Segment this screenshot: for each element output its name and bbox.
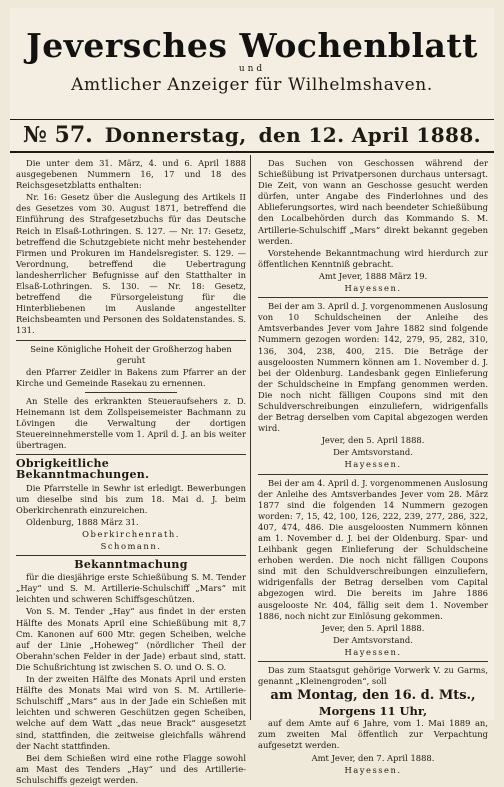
- column-divider: [250, 155, 251, 720]
- masthead-rule-bottom: [10, 151, 494, 153]
- announcement-paragraph: Bei dem Schießen wird eine rothe Flagge sowohl am Mast des Tenders „Hay“ und des Artillerie-Schulschiffs gezeigt werden.: [16, 752, 246, 785]
- bond-drawing-signature: Hayessen.: [344, 459, 402, 470]
- divider: [16, 454, 246, 455]
- office-date: Amt Jever, den 7. April 1888.: [311, 752, 435, 763]
- newspaper-title: Jeversches Wochenblatt: [26, 26, 478, 65]
- right-column: [258, 158, 488, 777]
- divider: [258, 297, 488, 298]
- vacancy-signature: Schomann.: [100, 541, 162, 551]
- masthead-conjunction: und: [238, 64, 266, 74]
- dateline: [10, 122, 494, 148]
- office-signature: Hayessen.: [344, 764, 402, 775]
- divider: [258, 661, 488, 662]
- announcement-subject: für die diesjährige erste Schießübung S. M. Tender „Hay“ und S. M. Artillerie-Schulschiff „Mars“ mit leichten und schweren Schiffsgeschützen.: [16, 572, 246, 605]
- bond-drawing-date: Jever, den 5. April 1888.: [321, 435, 425, 446]
- appointment-text: den Pfarrer Zeidler in Bakens zum Pfarrer an der Kirche und Gemeinde Rasekau zu ernennen.: [16, 366, 246, 388]
- lease-date: am Montag, den 16. d. Mts.,: [270, 688, 476, 704]
- publication-note: Vorstehende Bekanntmachung wird hierdurch zur öffentlichen Kenntniß gebracht.: [258, 247, 488, 269]
- bond-drawing-board: Der Amtsvorstand.: [333, 634, 413, 645]
- announcement-paragraph: Von S. M. Tender „Hay“ aus findet in der ersten Hälfte des Monats April eine Schießübung mit 8,7 Cm. Kanonen auf 600 Mtr. gegen Scheiben, welche auf der Linie „Hoheweg“ (nördlicher Theil der Oberahn'schen Felder in der Jade) erbaut sind, statt. Die Schußrichtung ist zwischen S. O. und O. S. O.: [16, 606, 246, 672]
- gazette-intro: Die unter dem 31. März, 4. und 6. April 1888 ausgegebenen Nummern 16, 17 und 18 des Reichsgesetzblatts enthalten:: [16, 158, 246, 191]
- bond-drawing-notice: Bei der am 4. April d. J. vorgenommenen Auslosung der Anleihe des Amtsverbandes Jever vom 28. März 1877 sind die folgenden 14 Nummern gezogen worden: 7, 15, 42, 100, 126, 222, 239, 277, 286, 322, 407, 474, 486. Die ausgeloosten Nummern können am 1. November d. J. bei der Oldenburg. Spar- und Leihbank gegen Einlieferung der Schuldscheine erhoben werden. Die noch nicht fälligen Coupons sind mit den Schuldverschreibungen einzuliefern, widrigenfalls der Betrag derselben vom Capital abgezogen wird. Die bereits im Jahre 1886 ausgelooste Nr. 404, fällig seit dem 1. November 1886, noch nicht zur Einlösung gekommen.: [258, 477, 488, 621]
- bond-drawing-board: Der Amtsvorstand.: [333, 447, 413, 458]
- official-notices-heading: Obrigkeitliche Bekanntmachungen.: [16, 457, 150, 482]
- announcement-paragraph: In der zweiten Hälfte des Monats April und ersten Hälfte des Monats Mai wird von S. M. Artillerie-Schulschiff „Mars“ aus in der Jade ein Schießen mit leichten und schweren Geschützen gegen Scheiben, welche auf dem Watt „das neue Brack“ ausgesetzt sind, stattfinden, die zeitweise gleichfalls während der Nacht stattfinden.: [16, 674, 246, 751]
- appointment-heading: Seine Königliche Hoheit der Großherzog haben geruht: [30, 343, 232, 365]
- office-date: Amt Jever, 1888 März 19.: [318, 270, 428, 281]
- vacancy-date: Oldenburg, 1888 März 31.: [26, 516, 139, 527]
- divider: [16, 555, 246, 556]
- masthead: [10, 26, 494, 96]
- issue-weekday: Donnerstag,: [104, 123, 247, 147]
- left-column: [16, 158, 246, 787]
- bond-drawing-notice: Bei der am 3. April d. J. vorgenommenen Auslosung von 10 Schuldscheinen der Anleihe des Amtsverbandes Jever vom Jahre 1882 sind folgende Nummern gezogen worden: 142, 279, 95, 282, 310, 136, 304, 238, 400, 215. Die Beträge der ausgeloosten Nummern können am 1. November d. J. bei der Oldenburg. Landesbank gegen Einlieferung der Schuldscheine in Empfang genommen werden. Die noch nicht fälligen Coupons sind mit den Schuldverschreibungen einzuliefern, widrigenfalls der Betrag derselben vom Capital abgezogen werden wird.: [258, 301, 488, 434]
- lease-time: Morgens 11 Uhr,: [318, 704, 428, 719]
- tax-notice: An Stelle des erkrankten Steueraufsehers z. D. Heinemann ist dem Zollspeisemeister Bachmann zu Lövingen die Verwaltung der dortigen Steuereinnehmerstelle vom 1. April d. J. an bis weiter übertragen.: [16, 395, 246, 451]
- divider: [16, 340, 246, 341]
- divider: [85, 392, 177, 393]
- lease-details: auf dem Amte auf 6 Jahre, vom 1. Mai 1889 an, zum zweiten Mal öffentlich zur Verpachtung aufgesetzt werden.: [258, 718, 488, 751]
- lease-notice: Das zum Staatsgut gehörige Vorwerk V. zu Garms, genannt „Kleinengroden“, soll: [258, 665, 488, 687]
- issue-date: den 12. April 1888.: [258, 123, 482, 147]
- bond-drawing-date: Jever, den 5. April 1888.: [321, 622, 425, 633]
- vacancy-authority: Oberkirchenrath.: [82, 528, 180, 539]
- vacancy-notice: Die Pfarrstelle in Sewhr ist erledigt. Bewerbungen um dieselbe sind bis zum 18. Mai d. J. beim Oberkirchenrath einzureichen.: [16, 482, 246, 515]
- masthead-rule-top: [10, 119, 494, 120]
- issue-number: № 57.: [22, 122, 93, 148]
- newspaper-page: [10, 8, 494, 785]
- divider: [258, 474, 488, 475]
- announcement-heading: Bekanntmachung: [74, 558, 188, 572]
- shell-search-notice: Das Suchen von Geschossen während der Schießübung ist Privatpersonen durchaus untersagt. Die Zeit, von wann an Geschosse gesucht werden dürfen, unter Angabe des Finderlohnes und des Ablieferungsortes, wird nach beendeter Schießübung den Localbehörden durch das Kommando S. M. Artillerie-Schulschiff „Mars“ direkt bekannt gegeben werden.: [258, 158, 488, 246]
- gazette-contents: Nr. 16: Gesetz über die Auslegung des Artikels II des Gesetzes vom 30. August 1871, betreffend die Einführung des Strafgesetzbuchs für das Deutsche Reich in Elsaß-Lothringen. S. 127. — Nr. 17: Gesetz, betreffend die Schutzgebiete nicht mehr bestehender Firmen und Prokuren im Handelsregister. S. 129. — Verordnung, betreffend die Uebertragung landesherrlicher Befugnisse auf den Statthalter in Elsaß-Lothringen. S. 130. — Nr. 18: Gesetz, betreffend die Fürsorgeleistung für die Hinterbliebenen im Auslande angestellter Reichsbeamten und Personen des Soldatenstandes. S. 131.: [16, 192, 246, 336]
- newspaper-subtitle: Amtlicher Anzeiger für Wilhelmshaven.: [71, 75, 433, 95]
- office-signature: Hayessen.: [344, 283, 402, 294]
- bond-drawing-signature: Hayessen.: [344, 646, 402, 657]
